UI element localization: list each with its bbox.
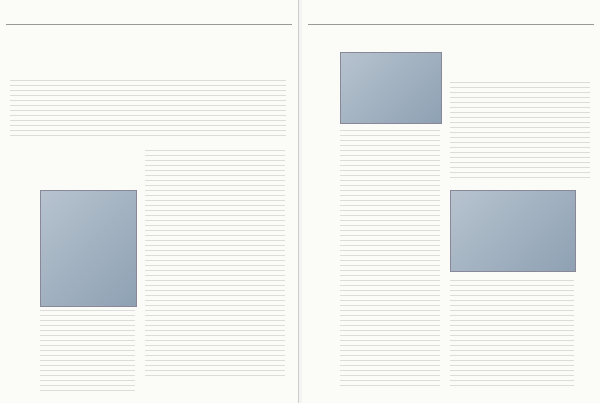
photo: [340, 52, 442, 124]
text-block: [145, 150, 285, 380]
text-block: [10, 80, 286, 140]
left-page: [0, 0, 299, 403]
text-block: [450, 82, 590, 182]
right-page: [302, 0, 600, 403]
text-block: [340, 130, 440, 390]
text-block: [40, 310, 135, 395]
photo: [450, 190, 576, 272]
text-block: [450, 280, 574, 390]
photo: [40, 190, 137, 307]
header-rule: [6, 24, 292, 25]
header-rule: [308, 24, 594, 25]
